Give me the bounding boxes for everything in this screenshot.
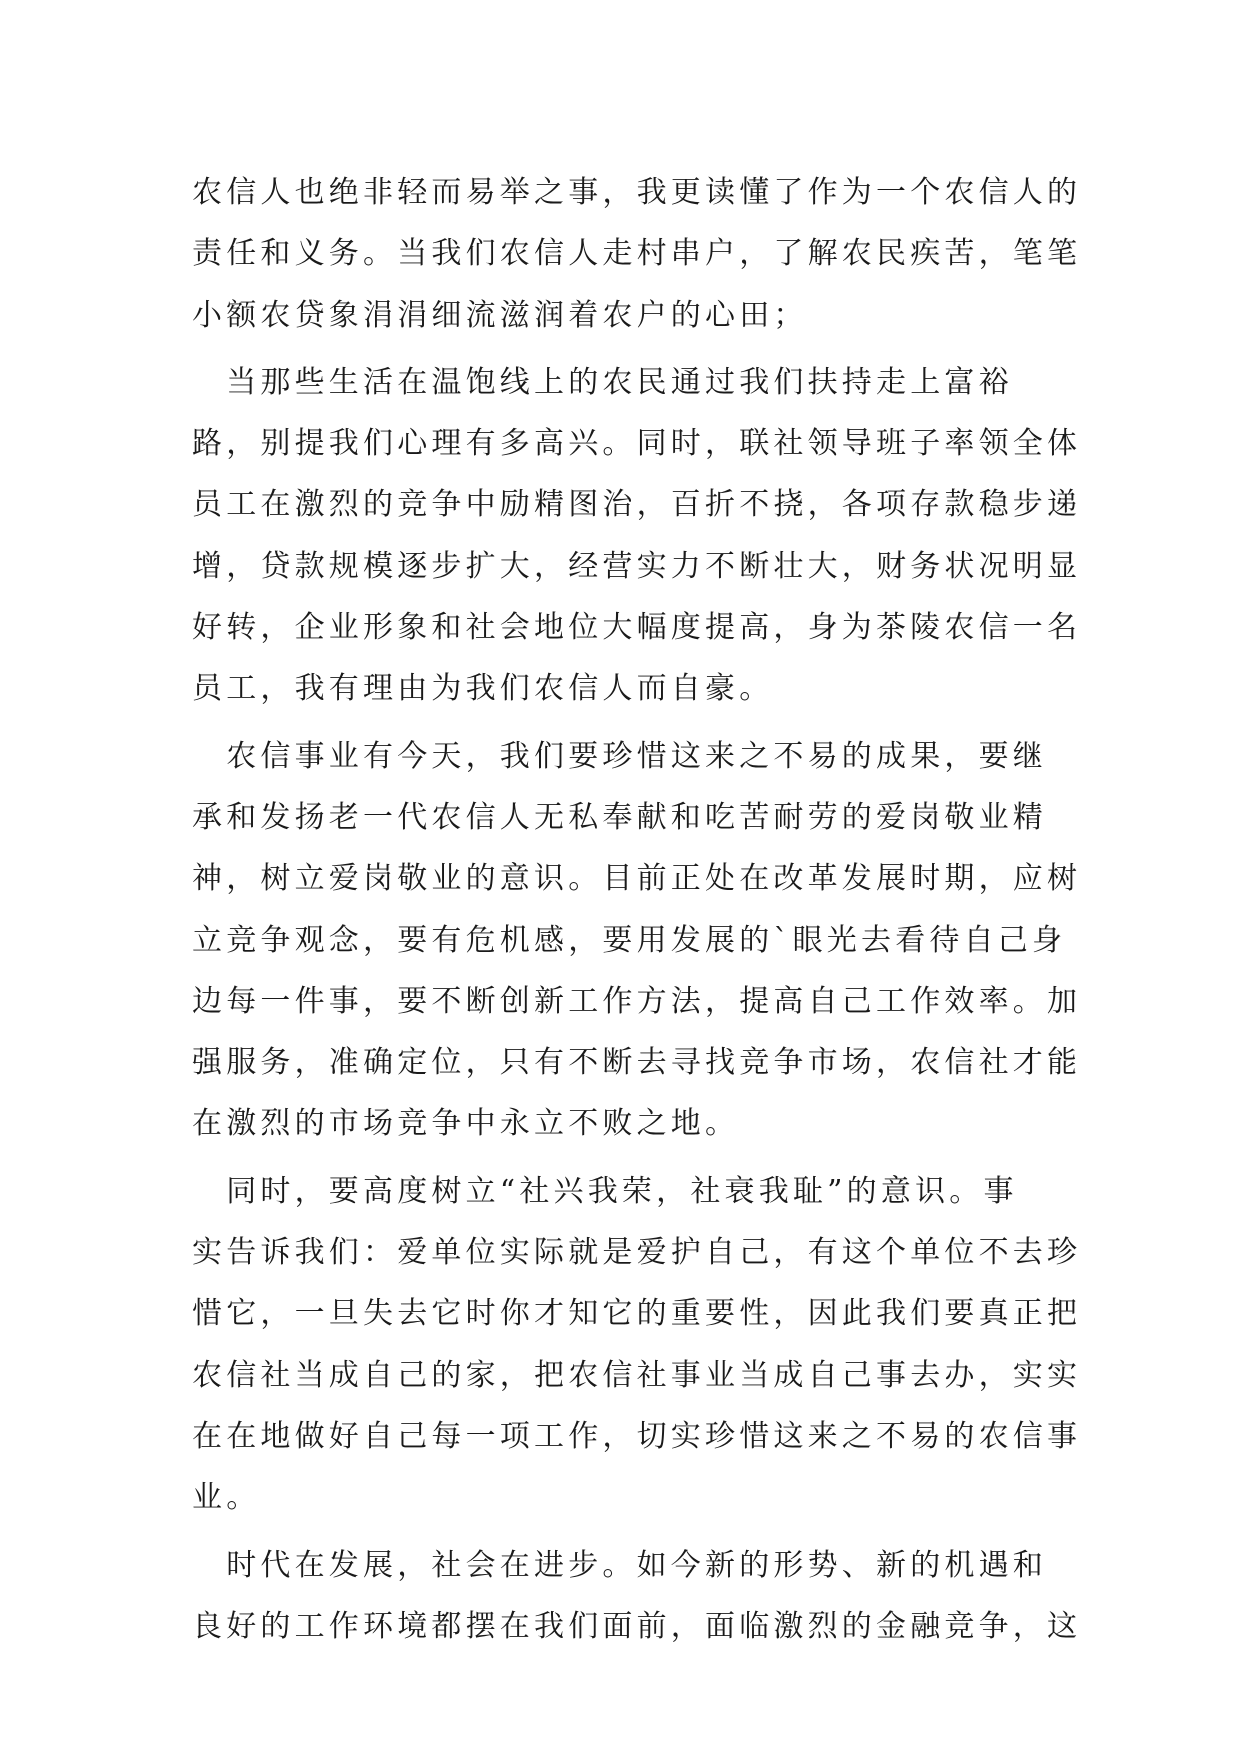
- text-line: 员工在激烈的竞争中励精图治，百折不挠，各项存款稳步递: [192, 487, 1082, 523]
- text-line: 时代在发展，社会在进步。如今新的形势、新的机遇和: [192, 1547, 1047, 1583]
- text-line: 小额农贷象涓涓细流滋润着农户的心田；: [192, 297, 808, 333]
- text-line: 农信社当成自己的家，把农信社事业当成自己事去办，实实: [192, 1357, 1082, 1393]
- text-line: 边每一件事，要不断创新工作方法，提高自己工作效率。加: [192, 983, 1082, 1019]
- text-line: 承和发扬老一代农信人无私奉献和吃苦耐劳的爱岗敬业精: [192, 799, 1047, 835]
- paragraph-1: [192, 162, 1082, 346]
- text-line: 增，贷款规模逐步扩大，经营实力不断壮大，财务状况明显: [192, 548, 1082, 584]
- text-line: 强服务，准确定位，只有不断去寻找竞争市场，农信社才能: [192, 1045, 1082, 1081]
- text-line: 同时，要高度树立“社兴我荣，社衰我耻”的意识。事: [192, 1173, 1018, 1209]
- paragraph-3: [192, 726, 1082, 1155]
- text-line: 神，树立爱岗敬业的意识。目前正处在改革发展时期，应树: [192, 861, 1082, 897]
- paragraph-4: [192, 1161, 1082, 1529]
- text-line: 在激烈的市场竞争中永立不败之地。: [192, 1106, 740, 1142]
- text-line: 在在地做好自己每一项工作，切实珍惜这来之不易的农信事: [192, 1418, 1082, 1454]
- document-body: [192, 162, 1082, 1657]
- paragraph-5: [192, 1535, 1082, 1658]
- text-line: 责任和义务。当我们农信人走村串户，了解农民疾苦，笔笔: [192, 236, 1082, 272]
- text-line: 农信人也绝非轻而易举之事，我更读懂了作为一个农信人的: [192, 175, 1082, 210]
- paragraph-2: [192, 352, 1082, 720]
- text-line: 员工，我有理由为我们农信人而自豪。: [192, 671, 774, 707]
- text-line: 惜它，一旦失去它时你才知它的重要性，因此我们要真正把: [192, 1296, 1082, 1332]
- text-line: 实告诉我们：爱单位实际就是爱护自己，有这个单位不去珍: [192, 1235, 1082, 1271]
- text-line: 业。: [192, 1480, 261, 1516]
- text-line: 当那些生活在温饱线上的农民通过我们扶持走上富裕: [192, 364, 1013, 400]
- text-line: 立竞争观念，要有危机感，要用发展的`眼光去看待自己身: [192, 922, 1067, 958]
- text-line: 好转，企业形象和社会地位大幅度提高，身为茶陵农信一名: [192, 610, 1082, 646]
- text-line: 良好的工作环境都摆在我们面前，面临激烈的金融竞争，这: [192, 1608, 1082, 1644]
- text-line: 农信事业有今天，我们要珍惜这来之不易的成果，要继: [192, 738, 1047, 774]
- text-line: 路，别提我们心理有多高兴。同时，联社领导班子率领全体: [192, 426, 1082, 462]
